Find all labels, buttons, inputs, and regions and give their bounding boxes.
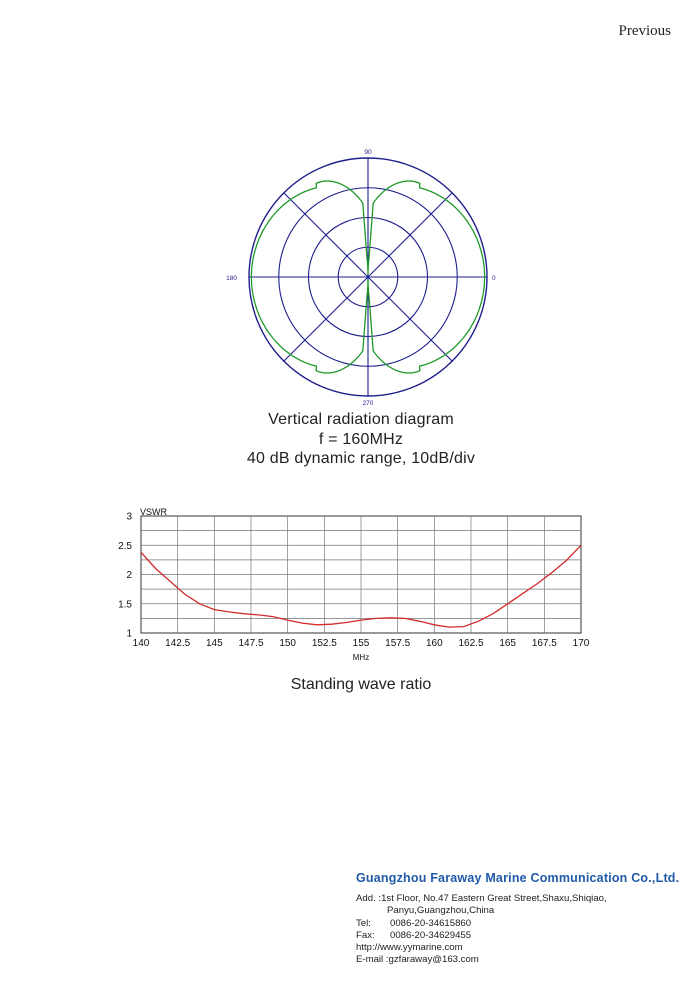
address-line-1: 1st Floor, No.47 Eastern Great Street,Shaxu,Shiqiao, — [381, 893, 607, 905]
vswr-y-axis-label: VSWR — [140, 507, 167, 517]
vswr-y-tick-label: 2 — [126, 570, 132, 581]
radiation-diagram — [0, 0, 700, 420]
vswr-y-tick-label: 2.5 — [118, 540, 132, 552]
vswr-y-ticks — [118, 512, 132, 640]
tel-row — [356, 918, 696, 930]
vswr-x-tick-label: 170 — [572, 638, 590, 649]
vswr-x-tick-label: 140 — [132, 638, 150, 649]
address-row — [356, 893, 696, 905]
caption-range: 40 dB dynamic range, 10dB/div — [246, 450, 476, 467]
angle-label-0: 0 — [492, 275, 496, 282]
vswr-x-ticks — [133, 638, 590, 649]
fax-row — [356, 930, 696, 942]
tel-value: 0086-20-34615860 — [390, 917, 472, 929]
vswr-x-tick-label: 150 — [279, 638, 297, 649]
vswr-y-tick-label: 3 — [126, 511, 132, 523]
email-row — [356, 954, 696, 966]
vswr-x-tick-label: 160 — [425, 638, 443, 649]
vswr-x-tick-label: 162.5 — [458, 638, 484, 649]
polar-plot — [0, 0, 700, 420]
caption-frequency: f = 160MHz — [318, 430, 404, 448]
vswr-plot — [0, 500, 700, 680]
vswr-x-tick-label: 152.5 — [311, 638, 337, 649]
vswr-grid — [141, 516, 581, 633]
vswr-x-tick-label: 147.5 — [238, 638, 264, 649]
vswr-x-tick-label: 165 — [499, 638, 517, 649]
address-line-2: Panyu,Guangzhou,China — [387, 905, 495, 917]
address-row-2 — [356, 905, 696, 917]
previous-link[interactable]: Previous — [618, 23, 671, 39]
caption-title: Vertical radiation diagram — [268, 411, 454, 428]
company-footer — [356, 872, 696, 966]
vswr-x-tick-label: 145 — [205, 638, 223, 649]
angle-label-180: 180 — [226, 275, 237, 282]
email-label: E-mail : — [356, 954, 389, 966]
web-row — [356, 942, 696, 954]
angle-label-90: 90 — [364, 149, 372, 156]
vswr-x-tick-label: 157.5 — [385, 638, 411, 649]
website-link[interactable]: http://www.yymarine.com — [356, 942, 463, 954]
vswr-chart — [0, 500, 700, 680]
angle-label-270: 270 — [362, 400, 374, 407]
company-name: Guangzhou Faraway Marine Communication Co.,Ltd. — [356, 871, 680, 885]
address-label: Add. : — [356, 893, 382, 905]
fax-value: 0086-20-34629455 — [390, 929, 472, 941]
vswr-y-tick-label: 1 — [126, 628, 132, 640]
vswr-x-tick-label: 155 — [352, 638, 370, 649]
vswr-x-tick-label: 167.5 — [531, 638, 557, 649]
vswr-caption: Standing wave ratio — [290, 676, 432, 693]
fax-label: Fax: — [356, 929, 375, 941]
radiation-caption — [0, 410, 700, 469]
vswr-x-axis-label: MHz — [352, 653, 370, 662]
tel-label: Tel: — [356, 917, 371, 929]
vswr-y-tick-label: 1.5 — [118, 599, 132, 611]
polar-grid — [249, 158, 487, 396]
email-link[interactable]: gzfaraway@163.com — [388, 954, 479, 966]
vswr-x-tick-label: 142.5 — [165, 638, 191, 649]
